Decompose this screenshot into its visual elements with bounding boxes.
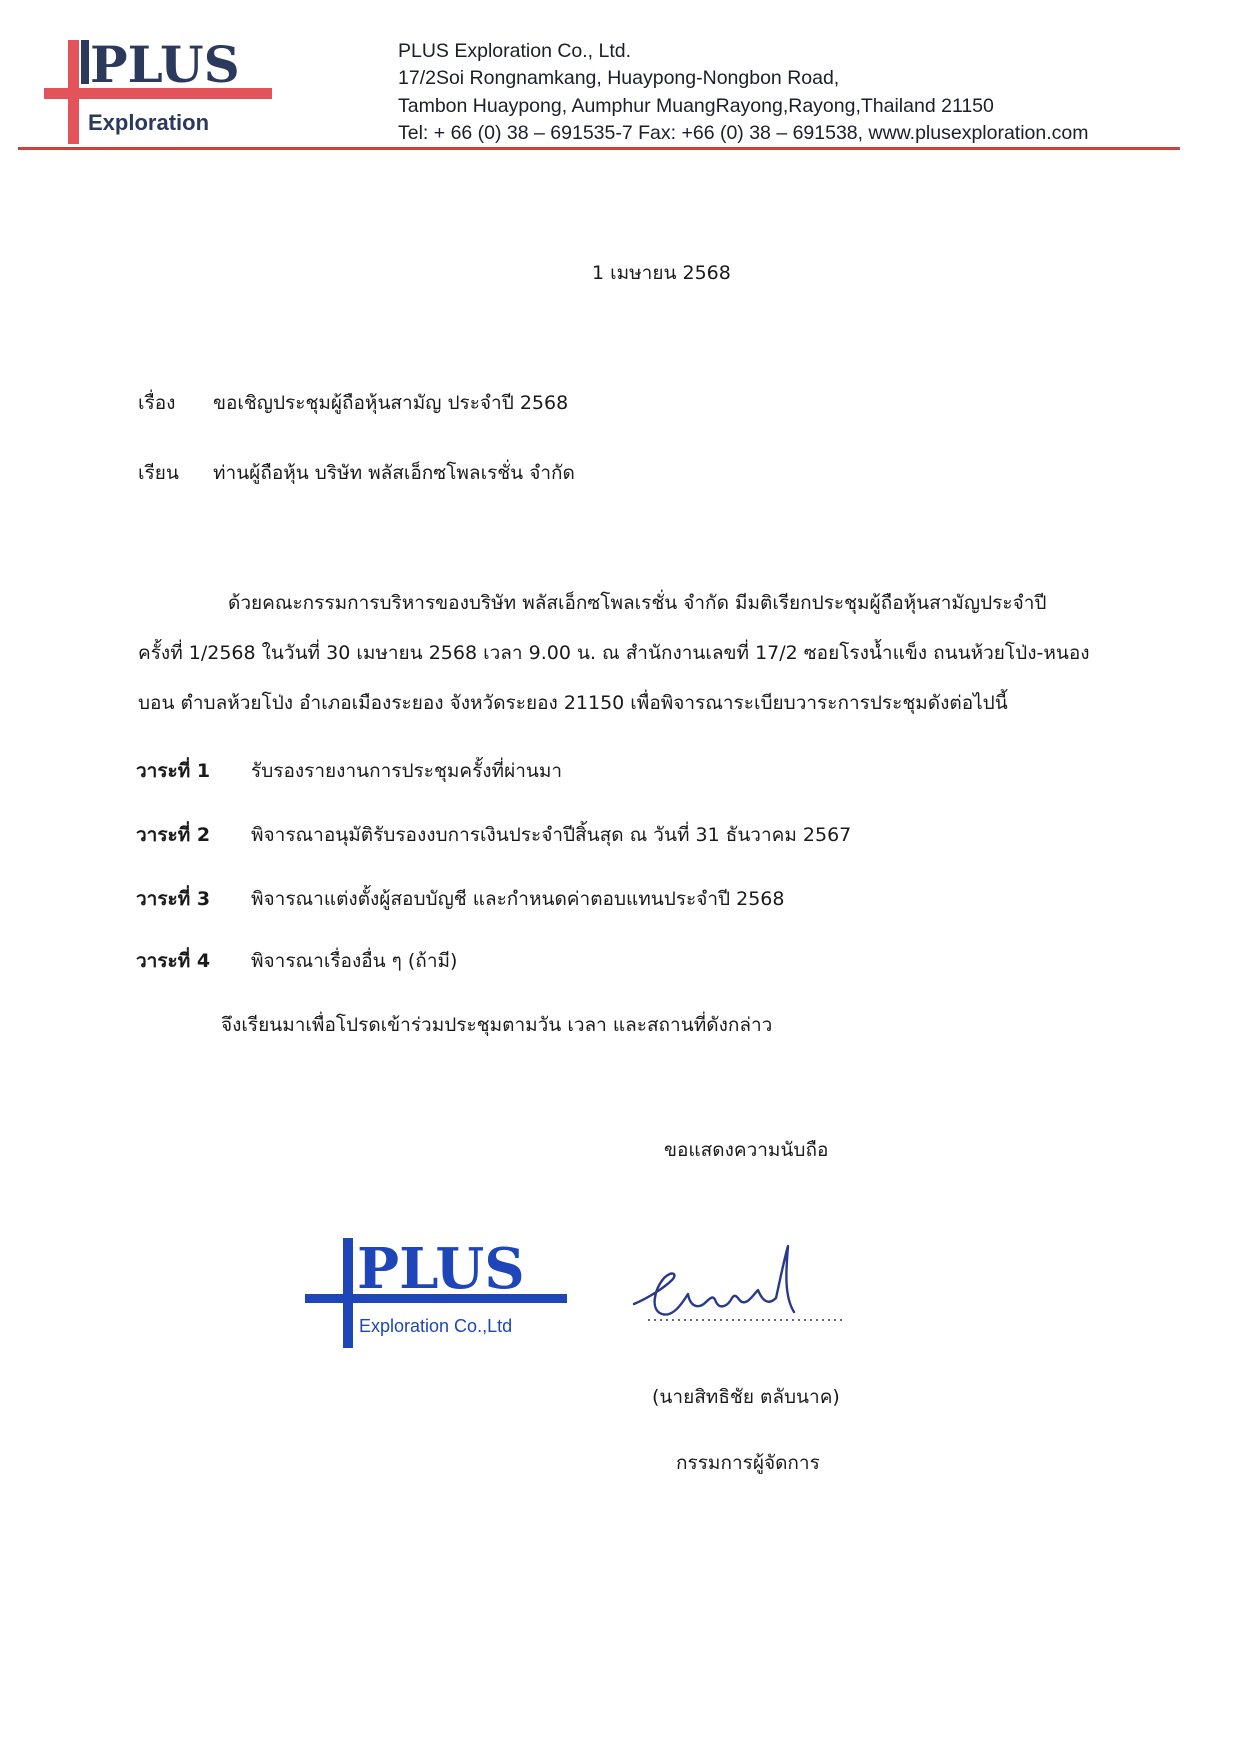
agenda-number: วาระที่ 1 <box>136 760 211 782</box>
header-divider <box>18 147 1180 150</box>
agenda-number: วาระที่ 3 <box>136 888 211 910</box>
signature-mark <box>628 1240 858 1340</box>
agenda-number: วาระที่ 4 <box>136 950 211 972</box>
body-paragraph-line: ครั้งที่ 1/2568 ในวันที่ 30 เมษายน 2568 เวลา 9.00 น. ณ สำนักงานเลขที่ 17/2 ซอยโรงน้ำแข็ง ถนนห้วยโป่ง-หนอง <box>138 642 1090 664</box>
company-name: PLUS Exploration Co., Ltd. <box>398 40 632 62</box>
regards-text: ขอแสดงความนับถือ <box>664 1139 829 1161</box>
subject-label: เรื่อง <box>138 392 176 414</box>
logo-main-text: PLUS <box>90 40 240 94</box>
agenda-number: วาระที่ 2 <box>136 824 211 846</box>
signatory-name: (นายสิทธิชัย ตลับนาค) <box>652 1386 840 1408</box>
letter-date: 1 เมษายน 2568 <box>592 262 731 284</box>
stamp-sub-text: Exploration Co.,Ltd <box>359 1316 513 1336</box>
company-address-line1: 17/2Soi Rongnamkang, Huaypong-Nongbon Road, <box>398 67 840 89</box>
agenda-text: รับรองรายงานการประชุมครั้งที่ผ่านมา <box>251 760 563 782</box>
logo-sub-text: Exploration <box>88 110 210 135</box>
company-contact: Tel: + 66 (0) 38 – 691535-7 Fax: +66 (0) 38 – 691538, www.plusexploration.com <box>398 122 1089 144</box>
subject-text: ขอเชิญประชุมผู้ถือหุ้นสามัญ ประจำปี 2568 <box>213 392 569 414</box>
recipient-text: ท่านผู้ถือหุ้น บริษัท พลัสเอ็กซโพลเรชั่น จำกัด <box>213 462 575 484</box>
agenda-text: พิจารณาอนุมัติรับรองงบการเงินประจำปีสิ้นสุด ณ วันที่ 31 ธันวาคม 2567 <box>251 824 852 846</box>
company-stamp <box>305 1238 567 1348</box>
company-logo <box>44 40 272 144</box>
body-paragraph-line: บอน ตำบลห้วยโป่ง อำเภอเมืองระยอง จังหวัดระยอง 21150 เพื่อพิจารณาระเบียบวาระการประชุมดังต่อไปนี้ <box>138 692 1008 714</box>
body-paragraph-line: ด้วยคณะกรรมการบริหารของบริษัท พลัสเอ็กซโพลเรชั่น จำกัด มีมติเรียกประชุมผู้ถือหุ้นสามัญประจำปี <box>228 592 1047 614</box>
agenda-text: พิจารณาเรื่องอื่น ๆ (ถ้ามี) <box>251 950 458 972</box>
signatory-title: กรรมการผู้จัดการ <box>676 1452 820 1474</box>
recipient-label: เรียน <box>138 462 179 484</box>
stamp-main-text: PLUS <box>357 1238 525 1302</box>
closing-sentence: จึงเรียนมาเพื่อโปรดเข้าร่วมประชุมตามวัน เวลา และสถานที่ดังกล่าว <box>221 1014 773 1036</box>
agenda-text: พิจารณาแต่งตั้งผู้สอบบัญชี และกำหนดค่าตอบแทนประจำปี 2568 <box>251 888 785 910</box>
company-address-line2: Tambon Huaypong, Aumphur MuangRayong,Rayong,Thailand 21150 <box>398 95 994 117</box>
